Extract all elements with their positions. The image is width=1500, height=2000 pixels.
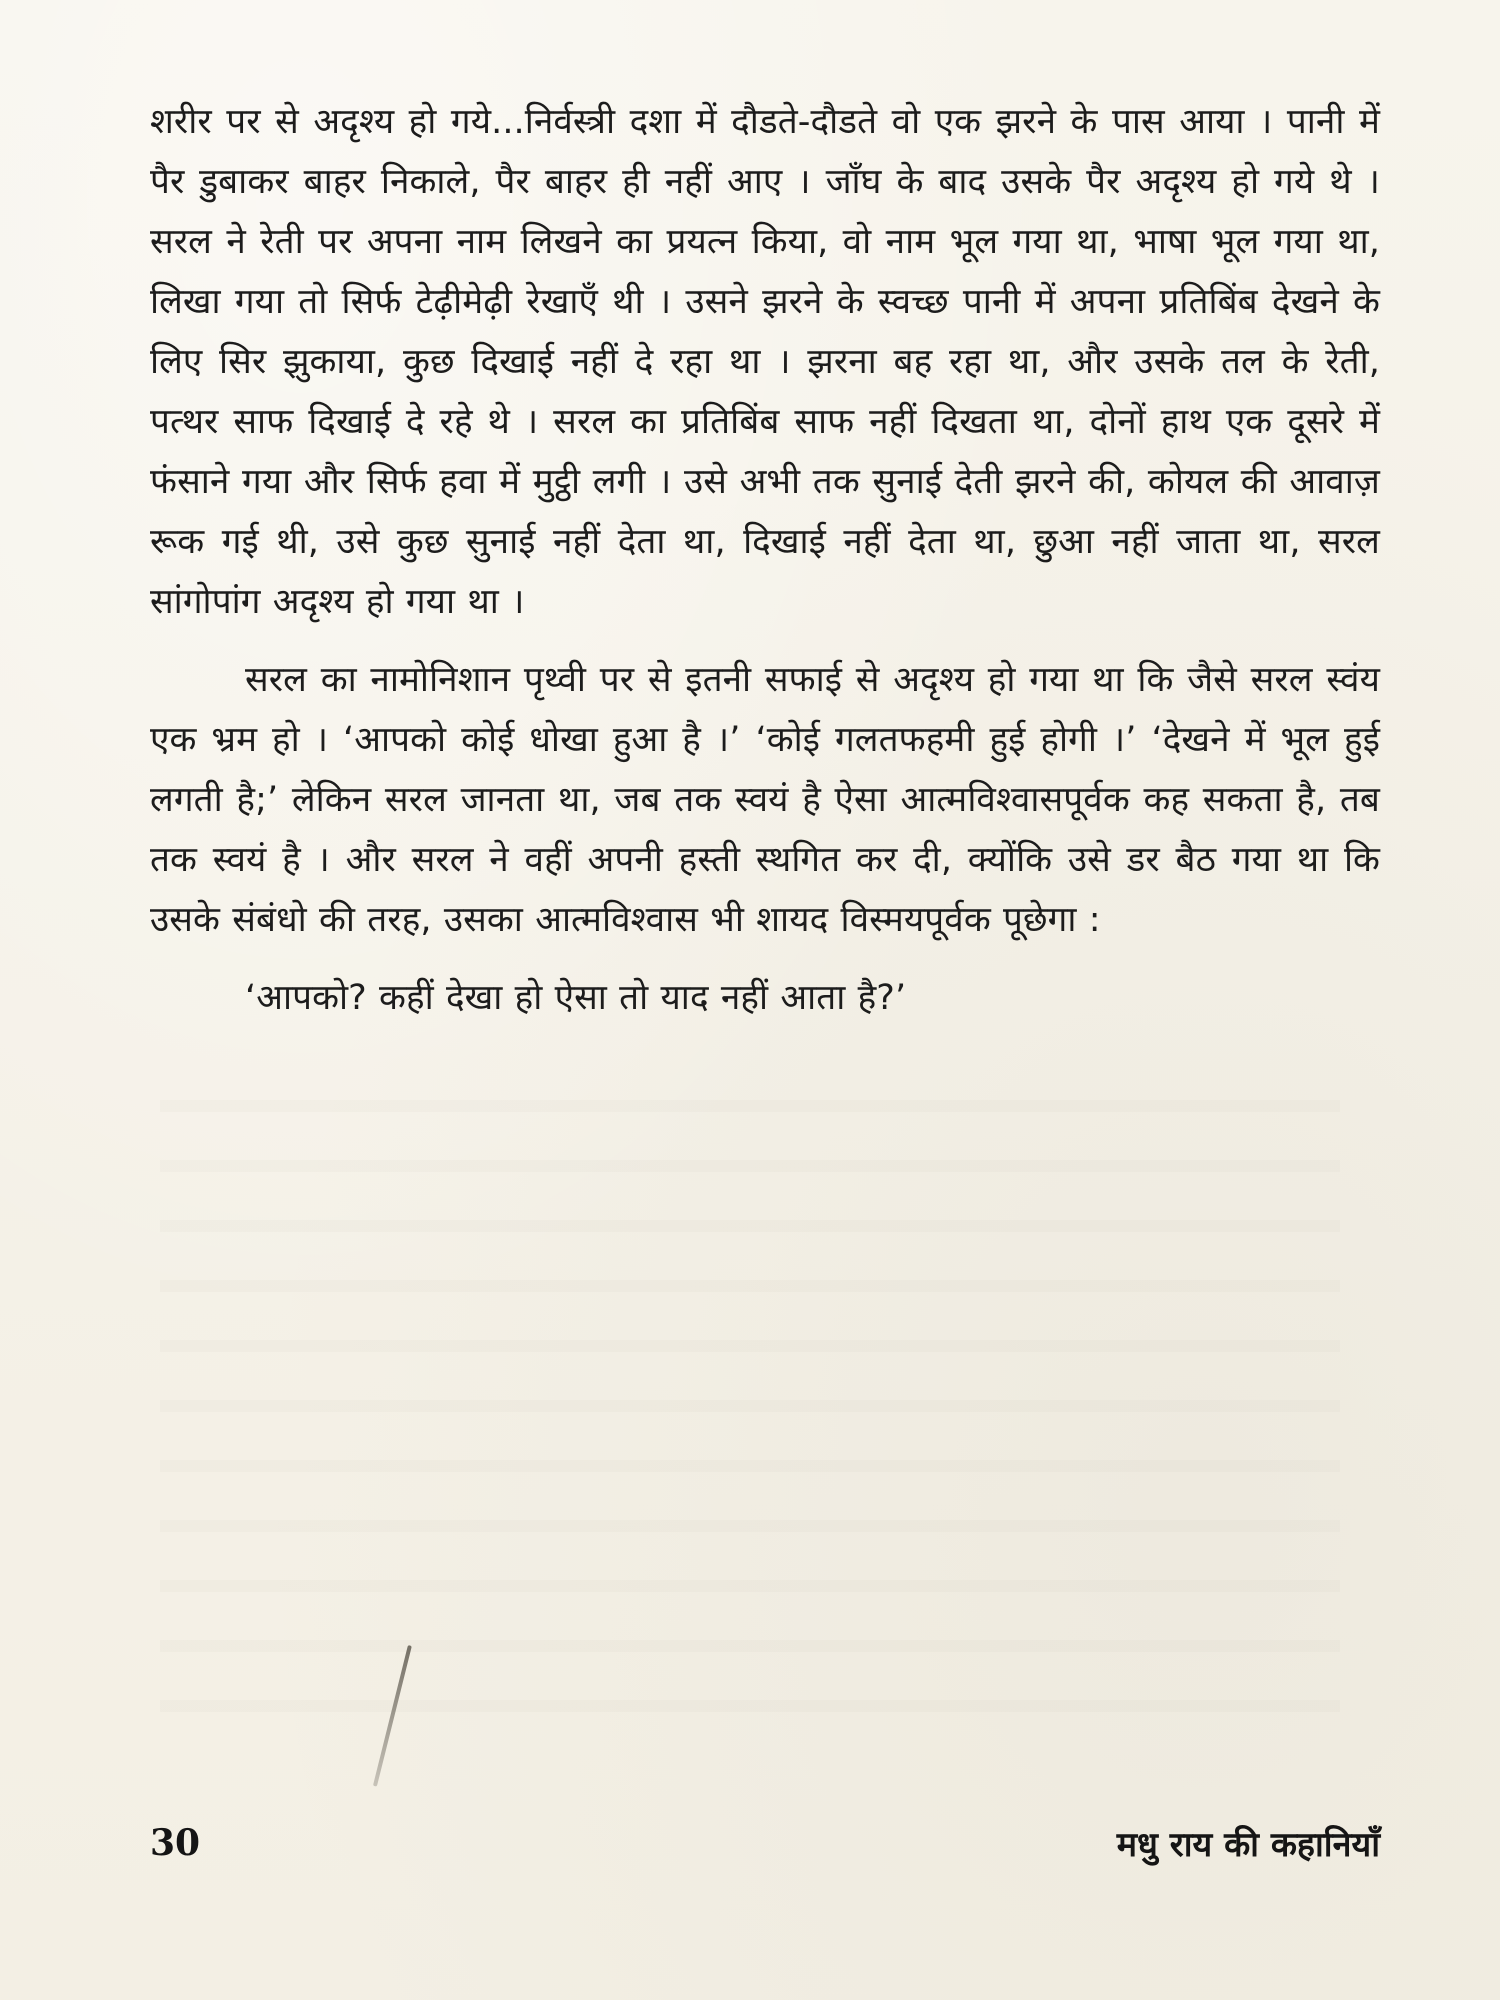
paragraph-1: शरीर पर से अदृश्य हो गये...निर्वस्त्री दशा में दौडते-दौडते वो एक झरने के पास आया । पानी में पैर डुबाकर बाहर निकाले, पैर बाहर ही नहीं आए । जाँघ के बाद उसके पैर अदृश्य हो गये थे । सरल ने रेती पर अपना नाम लिखने का प्रयत्न किया, वो नाम भूल गया था, भाषा भूल गया था, लिखा गया तो सिर्फ टेढ़ीमेढ़ी रेखाएँ थी । उसने झरने के स्वच्छ पानी में अपना प्रतिबिंब देखने के लिए सिर झुकाया, कुछ दिखाई नहीं दे रहा था । झरना बह रहा था, और उसके तल के रेती, पत्थर साफ दिखाई दे रहे थे । सरल का प्रतिबिंब साफ नहीं दिखता था, दोनों हाथ एक दूसरे में फंसाने गया और सिर्फ हवा में मुट्ठी लगी । उसे अभी तक सुनाई देती झरने की, कोयल की आवाज़ रूक गई थी, उसे कुछ सुनाई नहीं देता था, दिखाई नहीं देता था, छुआ नहीं जाता था, सरल सांगोपांग अदृश्य हो गया था । (150, 102, 1380, 622)
book-title: मधु राय की कहानियाँ (1116, 1825, 1380, 1865)
page-number: 30 (150, 1822, 201, 1864)
show-through-texture (160, 1100, 1340, 1740)
paper-scratch-mark (373, 1645, 412, 1787)
quoted-line: ‘आपको? कहीं देखा हो ऐसा तो याद नहीं आता है?’ (245, 978, 907, 1018)
paragraph-2: सरल का नामोनिशान पृथ्वी पर से इतनी सफाई से अदृश्य हो गया था कि जैसे सरल स्वंय एक भ्रम हो । ‘आपको कोई धोखा हुआ है ।’ ‘कोई गलतफहमी हुई होगी ।’ ‘देखने में भूल हुई लगती है;’ लेकिन सरल जानता था, जब तक स्वयं है ऐसा आत्मविश्वासपूर्वक कह सकता है, तब तक स्वयं है । और सरल ने वहीं अपनी हस्ती स्थगित कर दी, क्योंकि उसे डर बैठ गया था कि उसके संबंधो की तरह, उसका आत्मविश्वास भी शायद विस्मयपूर्वक पूछेगा : (150, 660, 1380, 940)
page-footer (150, 1818, 1380, 1868)
page-body (150, 92, 1380, 1028)
